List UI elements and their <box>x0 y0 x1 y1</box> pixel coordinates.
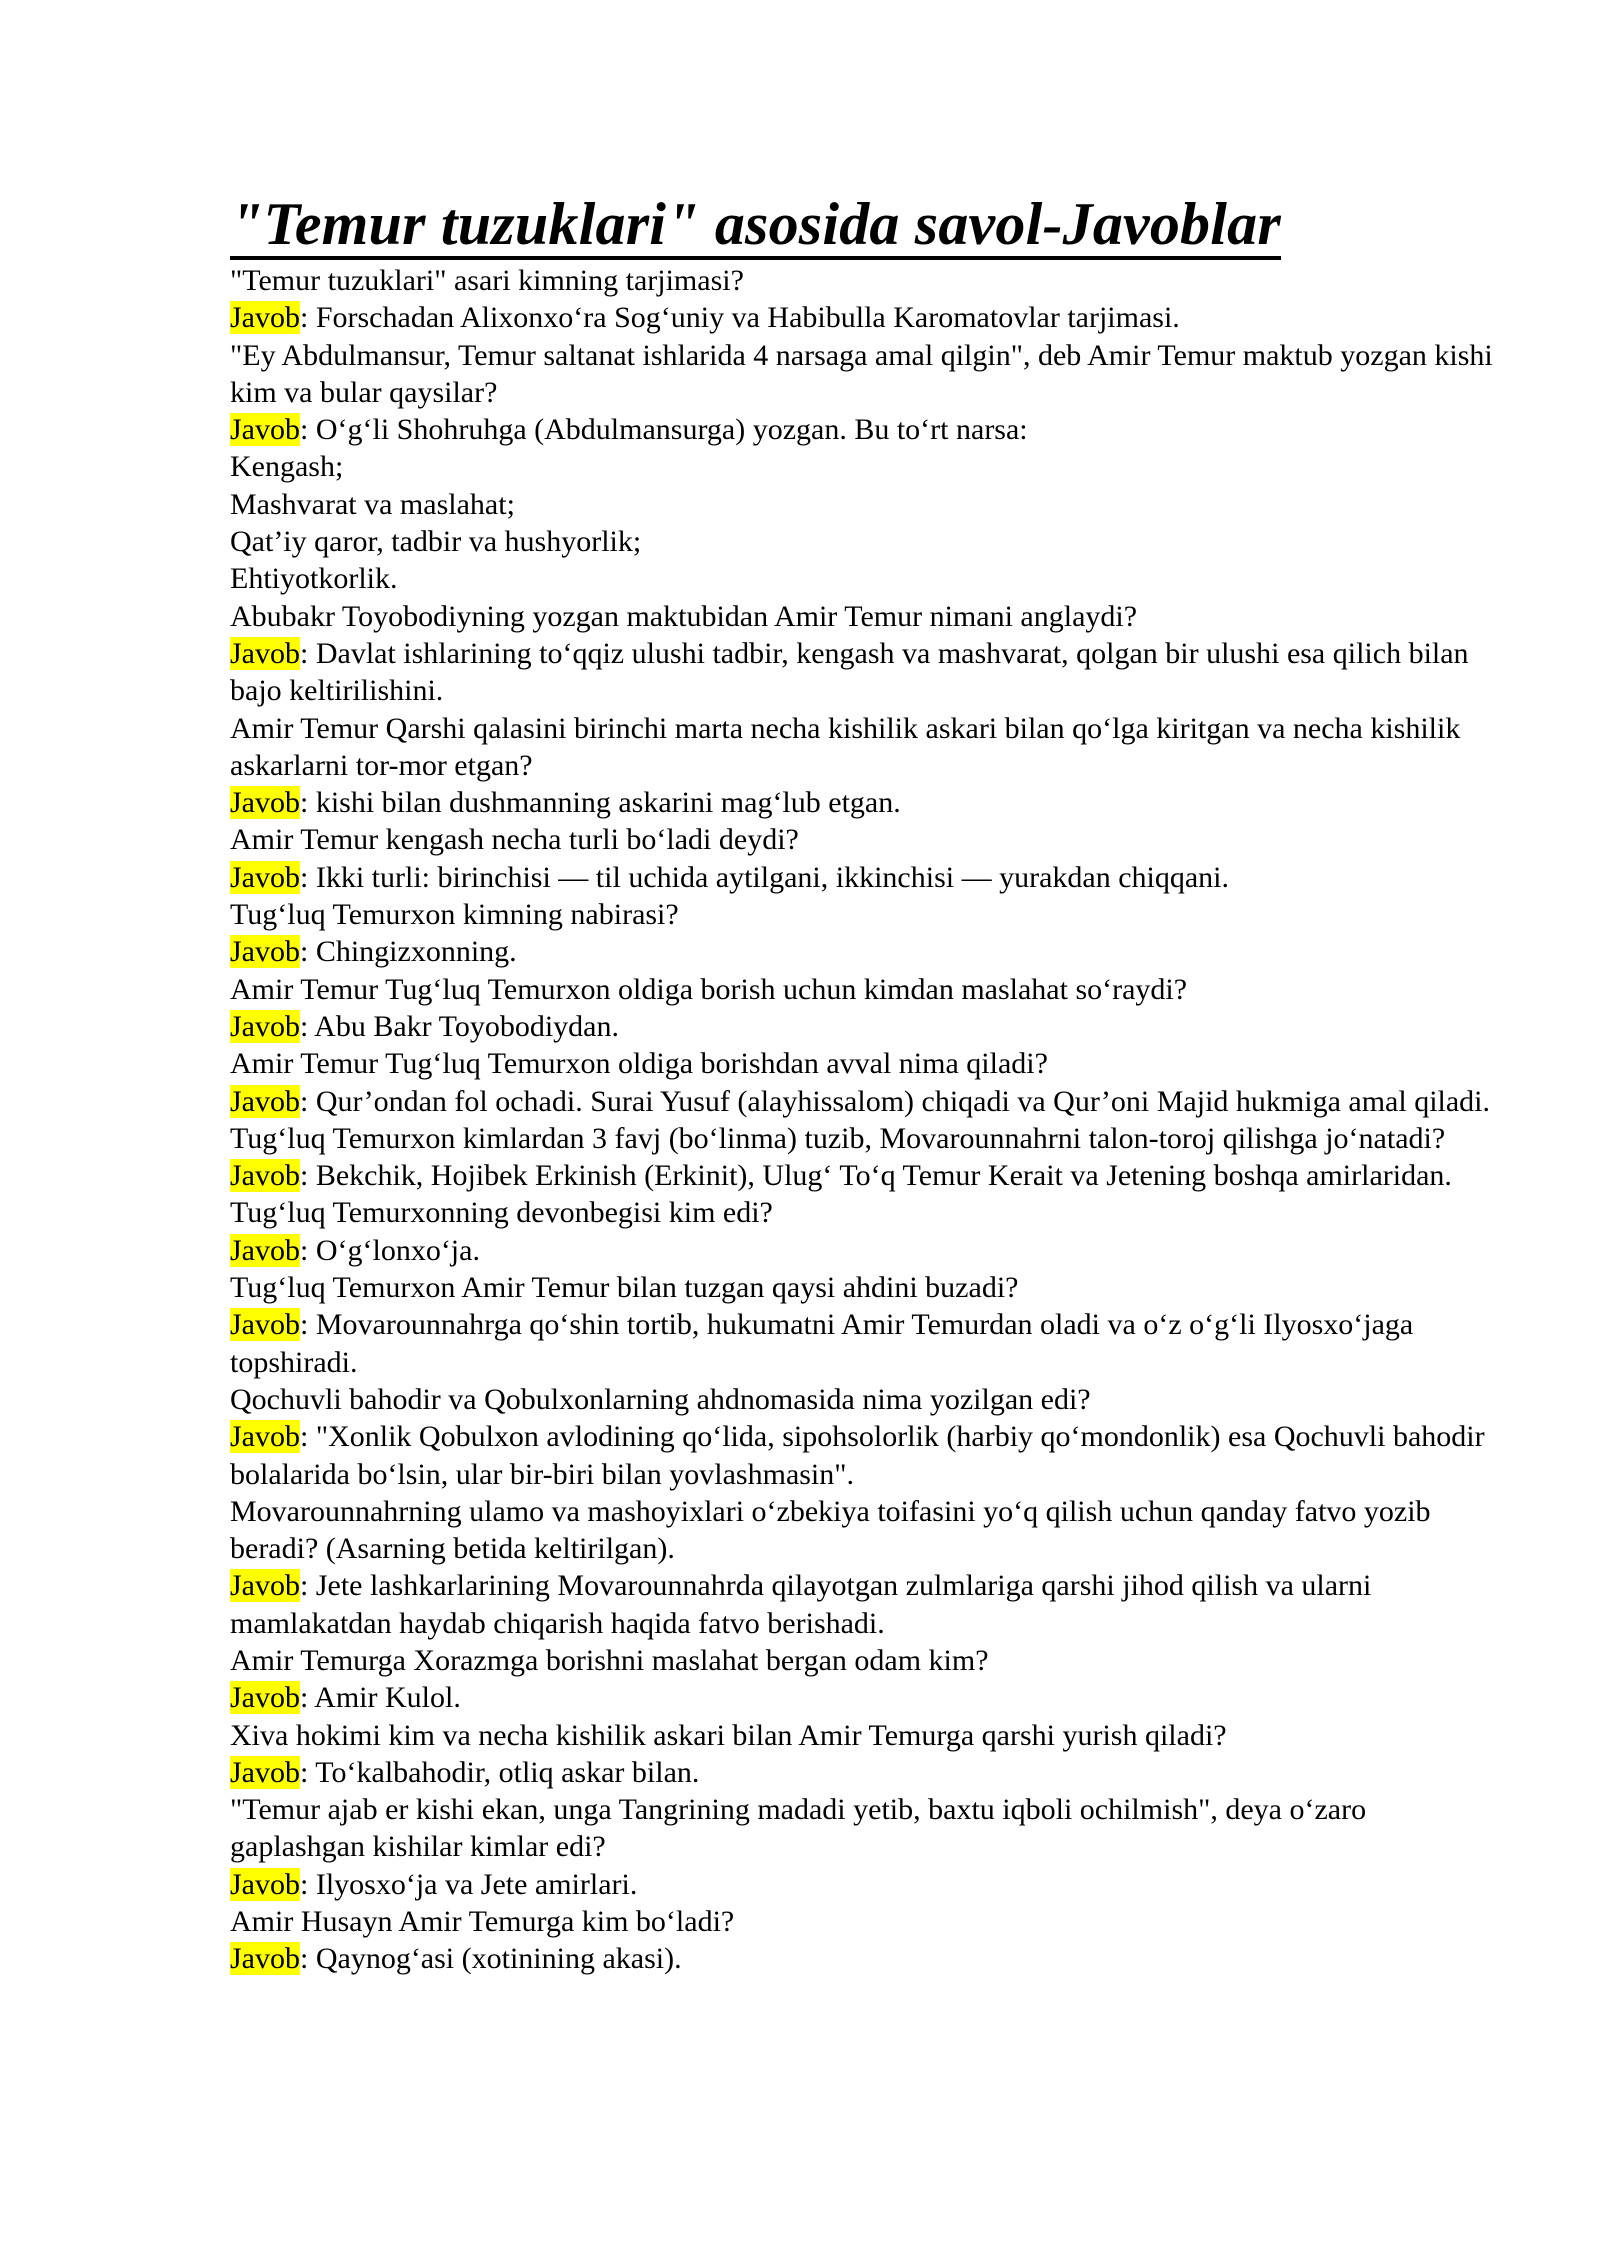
list-item: Kengash; <box>230 450 344 484</box>
answer-line <box>230 1306 1500 1381</box>
answer-line <box>230 1083 1500 1120</box>
answer-text: : Movarounnahrga qo‘shin tortib, hukumatni Amir Temurdan oladi va o‘z o‘g‘li Ilyosxo‘jaga topshiradi. <box>230 1308 1414 1379</box>
answer-line <box>230 1866 1500 1903</box>
answer-text: : Qaynog‘asi (xotinining akasi). <box>300 1942 682 1976</box>
question-line: Amir Temur Tug‘luq Temurxon oldiga borishdan avval nima qiladi? <box>230 1047 1048 1081</box>
question-line: Amir Temur Qarshi qalasini birinchi marta necha kishilik askari bilan qo‘lga kiritgan va necha kishilik askarlarni tor-mor etgan? <box>230 711 1461 782</box>
answer-line <box>230 784 1500 821</box>
answer-line <box>230 933 1500 970</box>
question-line: Qochuvli bahodir va Qobulxonlarning ahdnomasida nima yozilgan edi? <box>230 1382 1091 1416</box>
answer-text: : Davlat ishlarining to‘qqiz ulushi tadbir, kengash va mashvarat, qolgan bir ulushi esa qilich bilan bajo keltirilishini. <box>230 636 1469 708</box>
answer-line <box>230 411 1500 448</box>
list-item: Qat’iy qaror, tadbir va hushyorlik; <box>230 525 642 559</box>
answer-label: Javob <box>230 1009 300 1043</box>
answer-text: : "Xonlik Qobulxon avlodining qo‘lida, sipohsolorlik (harbiy qo‘mondonlik) esa Qochuvli bahodir bolalarida bo‘lsin, ular bir-biri bilan yovlashmasin". <box>230 1420 1485 1491</box>
answer-text: : Abu Bakr Toyobodiydan. <box>300 1009 619 1043</box>
answer-label: Javob <box>230 786 300 820</box>
answer-label: Javob <box>230 636 300 670</box>
answer-text: : Ikki turli: birinchisi — til uchida aytilgani, ikkinchisi — yurakdan chiqqani. <box>300 860 1230 894</box>
question-line: Amir Husayn Amir Temurga kim bo‘ladi? <box>230 1905 735 1939</box>
answer-line <box>230 1008 1500 1045</box>
answer-label: Javob <box>230 301 300 335</box>
answer-text: : kishi bilan dushmanning askarini mag‘lub etgan. <box>300 786 901 820</box>
answer-line <box>230 635 1500 710</box>
question-line: Xiva hokimi kim va necha kishilik askari bilan Amir Temurga qarshi yurish qiladi? <box>230 1718 1227 1752</box>
question-line: Amir Temur Tug‘luq Temurxon oldiga borish uchun kimdan maslahat so‘raydi? <box>230 972 1188 1006</box>
answer-text: : To‘kalbahodir, otliq askar bilan. <box>300 1755 700 1789</box>
question-line: "Temur tuzuklari" asari kimning tarjimasi? <box>230 264 744 297</box>
question-line: Amir Temur kengash necha turli bo‘ladi deydi? <box>230 823 799 857</box>
list-item: Ehtiyotkorlik. <box>230 562 398 596</box>
answer-text: : Jete lashkarlarining Movarounnahrda qilayotgan zulmlariga qarshi jihod qilish va ularni mamlakatdan haydab chiqarish haqida fatvo berishadi. <box>230 1569 1372 1640</box>
answer-text: : Amir Kulol. <box>300 1681 461 1715</box>
answer-label: Javob <box>230 935 300 969</box>
answer-label: Javob <box>230 1084 300 1118</box>
answer-line <box>230 1940 1500 1977</box>
answer-text: : Qur’ondan fol ochadi. Surai Yusuf (alayhissalom) chiqadi va Qur’oni Majid hukmiga amal qiladi. <box>300 1084 1491 1118</box>
answer-line <box>230 1157 1500 1194</box>
answer-label: Javob <box>230 1755 300 1789</box>
list-item: Mashvarat va maslahat; <box>230 487 515 521</box>
question-line: Tug‘luq Temurxon Amir Temur bilan tuzgan qaysi ahdini buzadi? <box>230 1271 1019 1305</box>
answer-text: : Chingizxonning. <box>300 935 517 969</box>
answer-text: : Ilyosxo‘ja va Jete amirlari. <box>300 1867 638 1901</box>
question-line: Tug‘luq Temurxonning devonbegisi kim edi? <box>230 1196 773 1230</box>
answer-label: Javob <box>230 1569 300 1603</box>
answer-label: Javob <box>230 1159 300 1193</box>
page-title: "Temur tuzuklari" asosida savol-Javoblar <box>230 192 1281 260</box>
document-page <box>230 192 1500 1978</box>
answer-text: : Bekchik, Hojibek Erkinish (Erkinit), Ulug‘ To‘q Temur Kerait va Jetening boshqa amirlaridan. <box>300 1159 1452 1193</box>
answer-line <box>230 1232 1500 1269</box>
answer-text: : Forschadan Alixonxo‘ra Sog‘uniy va Habibulla Karomatovlar tarjimasi. <box>300 301 1180 335</box>
answer-line <box>230 1754 1500 1791</box>
question-line: Tug‘luq Temurxon kimning nabirasi? <box>230 898 679 932</box>
answer-line <box>230 1567 1500 1642</box>
answer-label: Javob <box>230 1420 300 1454</box>
question-line: Tug‘luq Temurxon kimlardan 3 favj (bo‘linma) tuzib, Movarounnahrni talon-toroj qilishga jo‘natadi? <box>230 1121 1446 1155</box>
answer-line <box>230 299 1500 336</box>
answer-line <box>230 1418 1500 1493</box>
answer-label: Javob <box>230 1233 300 1267</box>
answer-text: : O‘g‘lonxo‘ja. <box>300 1233 480 1267</box>
question-line: "Temur ajab er kishi ekan, unga Tangrining madadi yetib, baxtu iqboli ochilmish", deya o‘zaro gaplashgan kishilar kimlar edi? <box>230 1793 1367 1864</box>
question-line: "Ey Abdulmansur, Temur saltanat ishlarida 4 narsaga amal qilgin", deb Amir Temur maktub yozgan kishi kim va bular qaysilar? <box>230 338 1493 409</box>
answer-label: Javob <box>230 1867 300 1901</box>
question-line: Amir Temurga Xorazmga borishni maslahat bergan odam kim? <box>230 1643 989 1677</box>
answer-label: Javob <box>230 860 300 894</box>
question-line: Movarounnahrning ulamo va mashoyixlari o‘zbekiya toifasini yo‘q qilish uchun qanday fatvo yozib beradi? (Asarning betida keltirilgan). <box>230 1494 1431 1566</box>
answer-line <box>230 859 1500 896</box>
answer-label: Javob <box>230 1681 300 1715</box>
answer-label: Javob <box>230 1308 300 1342</box>
answer-label: Javob <box>230 413 300 447</box>
answer-text: : O‘g‘li Shohruhga (Abdulmansurga) yozgan. Bu to‘rt narsa: <box>300 413 1028 447</box>
question-line: Abubakr Toyobodiyning yozgan maktubidan Amir Temur nimani anglaydi? <box>230 599 1138 633</box>
answer-label: Javob <box>230 1942 300 1976</box>
answer-line <box>230 1679 1500 1716</box>
qa-list <box>230 262 1500 1978</box>
